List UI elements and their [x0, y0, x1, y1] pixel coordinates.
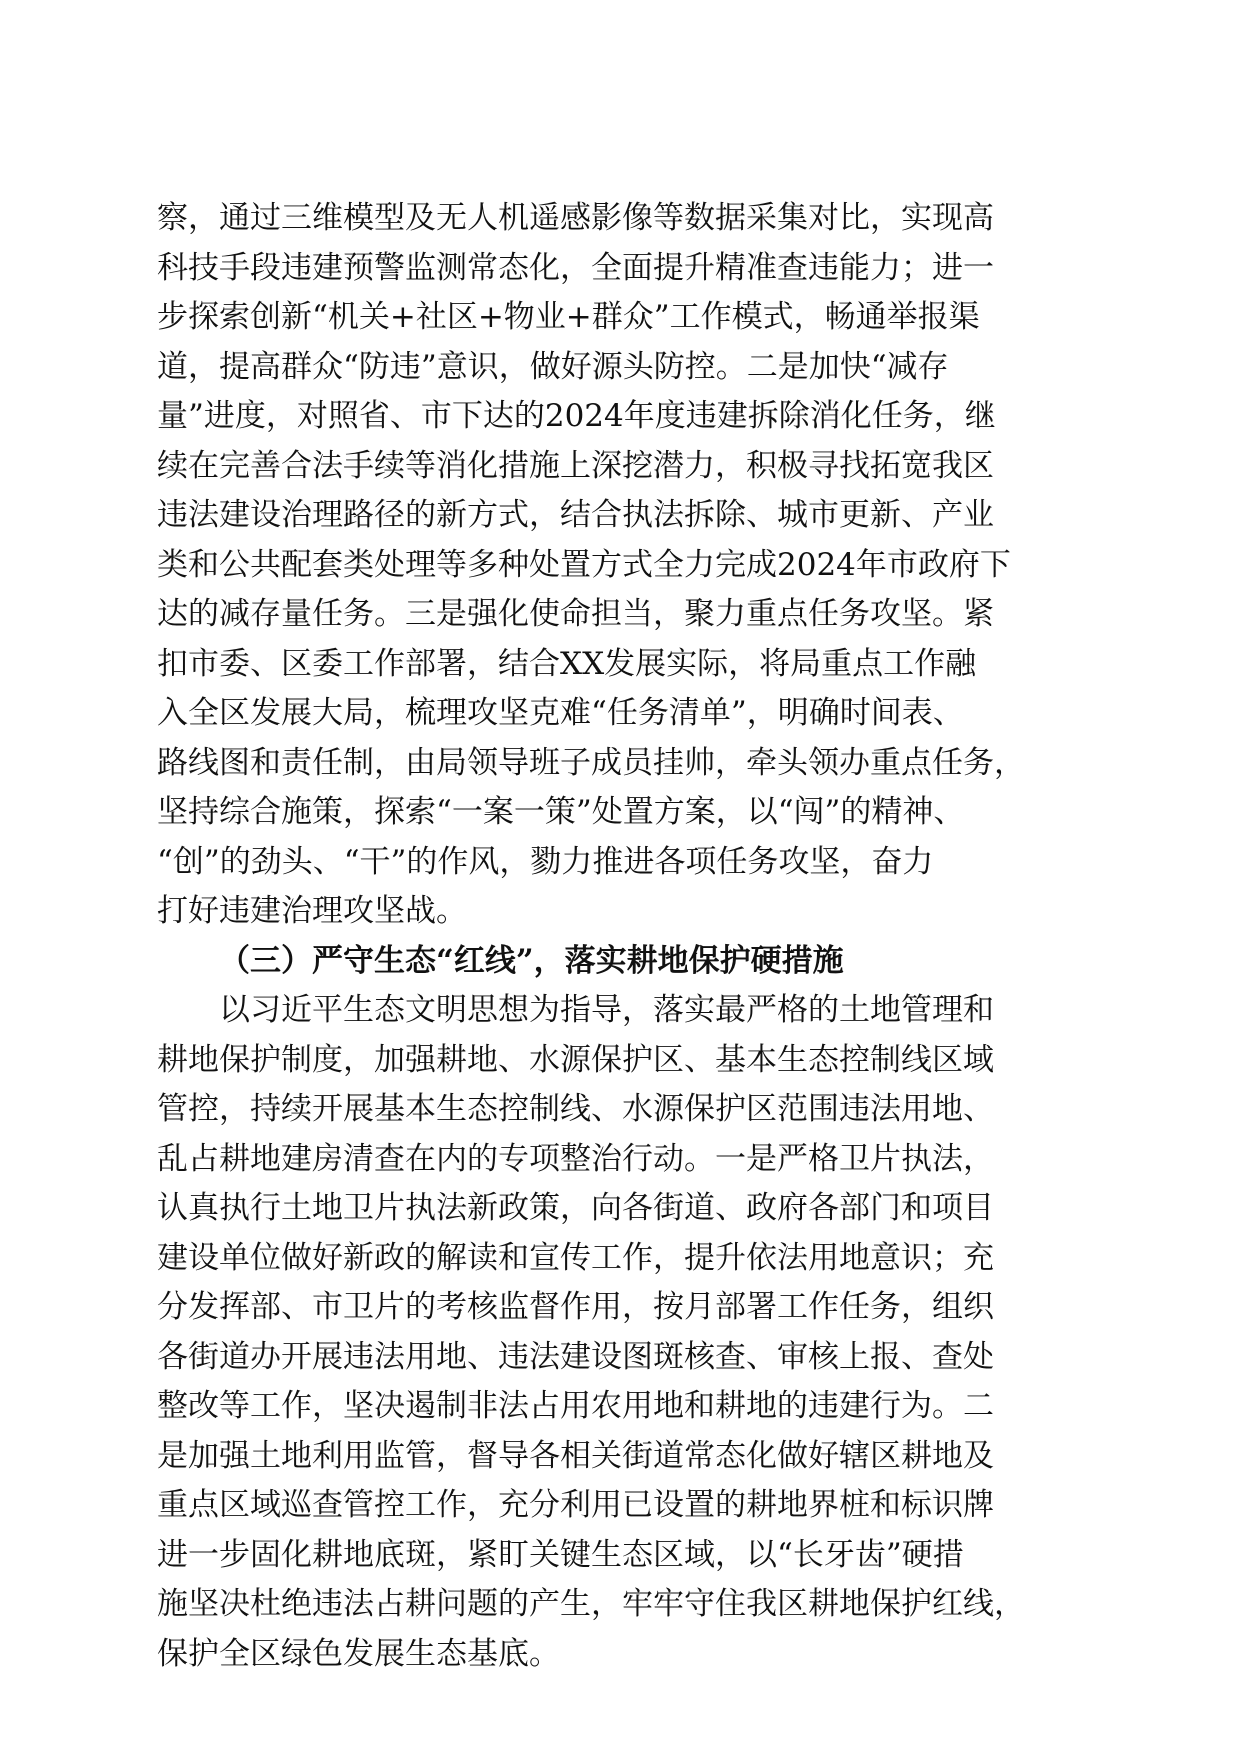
text-line: 类和公共配套类处理等多种处置方式全力完成2024年市政府下	[157, 546, 1011, 583]
text-line: 施坚决杜绝违法占耕问题的产生，牢牢守住我区耕地保护红线，	[157, 1586, 1025, 1622]
text-line: 科技手段违建预警监测常态化，全面提升精准查违能力；进一	[157, 249, 994, 286]
text-line: “创”的劲头、“干”的作风，勠力推进各项任务攻坚，奋力	[157, 843, 934, 880]
text-line: 打好违建治理攻坚战。	[157, 893, 467, 929]
text-line: 乱占耕地建房清查在内的专项整治行动。一是严格卫片执法，	[157, 1140, 994, 1177]
text-line: 是加强土地利用监管，督导各相关街道常态化做好辖区耕地及	[157, 1437, 994, 1474]
text-line: 扣市委、区委工作部署，结合XX发展实际，将局重点工作融	[157, 645, 977, 682]
text-line: 坚持综合施策，探索“一案一策”处置方案，以“闯”的精神、	[157, 794, 965, 830]
text-line: 整改等工作，坚决遏制非法占用农用地和耕地的违建行为。二	[157, 1388, 994, 1424]
text-line: 分发挥部、市卫片的考核监督作用，按月部署工作任务，组织	[157, 1289, 994, 1325]
text-line: 违法建设治理路径的新方式，结合执法拆除、城市更新、产业	[157, 497, 994, 533]
text-line: 量”进度，对照省、市下达的2024年度违建拆除消化任务，继	[157, 398, 996, 434]
text-line: 各街道办开展违法用地、违法建设图斑核查、审核上报、查处	[157, 1338, 994, 1375]
text-line: 重点区域巡查管控工作，充分利用已设置的耕地界桩和标识牌	[157, 1487, 994, 1523]
text-line: 进一步固化耕地底斑，紧盯关键生态区域，以“长牙齿”硬措	[157, 1536, 964, 1573]
text-line: 耕地保护制度，加强耕地、水源保护区、基本生态控制线区域	[157, 1041, 994, 1078]
text-line: 管控，持续开展基本生态控制线、水源保护区范围违法用地、	[157, 1091, 994, 1127]
text-line: 认真执行土地卫片执法新政策，向各街道、政府各部门和项目	[157, 1190, 994, 1226]
text-line: 续在完善合法手续等消化措施上深挖潜力，积极寻找拓宽我区	[157, 447, 994, 484]
text-line: 道，提高群众“防违”意识，做好源头防控。二是加快“减存	[157, 348, 949, 385]
text-line: 步探索创新“机关+社区+物业+群众”工作模式，畅通举报渠	[157, 299, 980, 335]
text-line: 达的减存量任务。三是强化使命担当，聚力重点任务攻坚。紧	[157, 596, 994, 632]
text-line: 路线图和责任制，由局领导班子成员挂帅，牵头领办重点任务，	[157, 744, 1025, 781]
text-line: 入全区发展大局，梳理攻坚克难“任务清单”，明确时间表、	[157, 695, 964, 731]
text-line: 建设单位做好新政的解读和宣传工作，提升依法用地意识；充	[157, 1239, 994, 1276]
section-heading: （三）严守生态“红线”，落实耕地保护硬措施	[219, 942, 844, 979]
paragraph-first-line: 以习近平生态文明思想为指导，落实最严格的土地管理和	[219, 992, 994, 1028]
text-line: 察，通过三维模型及无人机遥感影像等数据采集对比，实现高	[157, 200, 994, 236]
text-line: 保护全区绿色发展生态基底。	[157, 1635, 560, 1672]
body-text	[157, 194, 1097, 1679]
